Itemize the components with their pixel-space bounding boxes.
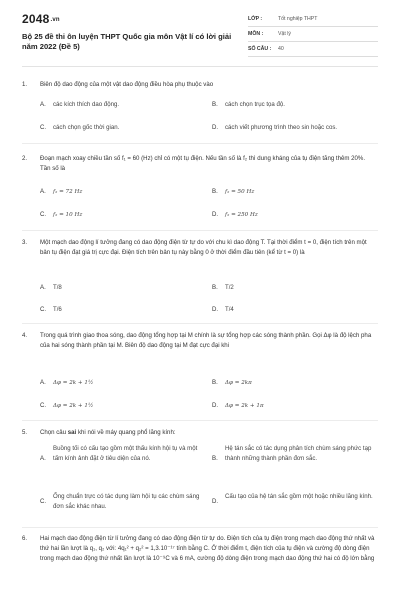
exam-header	[22, 12, 378, 58]
question-1	[22, 80, 378, 140]
option-label: B.	[212, 101, 218, 108]
question-divider	[22, 230, 378, 231]
option-b[interactable]	[212, 283, 234, 293]
option-c[interactable]	[40, 401, 93, 411]
option-text: Δφ = 2k + 1½	[53, 403, 94, 409]
option-label: D.	[212, 124, 219, 131]
option-c[interactable]	[40, 123, 119, 133]
option-label: A.	[40, 101, 46, 108]
option-a[interactable]	[40, 378, 93, 388]
question-text	[40, 428, 376, 438]
option-text: các kích thích dao động.	[53, 101, 120, 108]
option-label: D.	[212, 402, 219, 409]
option-text: cách chọn gốc thời gian.	[53, 124, 120, 131]
question-3	[22, 238, 378, 320]
option-a[interactable]	[40, 100, 119, 110]
question-number: 6.	[22, 535, 28, 542]
question-divider	[22, 420, 378, 421]
question-number: 1.	[22, 81, 28, 88]
meta-key: SỐ CÂU :	[248, 46, 272, 52]
question-text: Hai mạch dao động điện từ lí tưởng đang có dao động điện từ tự do. Điện tích của tụ điện trong mạch dao động thứ nhất và thứ hai lần lượt là q₁, q₂ với: 4q₁² + q₂² = 1,3.10⁻¹⁷ tính bằng C. Ở thời điểm t, điện tích của tụ điện và cường độ dòng điện trong mạch dao động thứ nhất lần lượt là 10⁻⁹C và 6 mA, cường độ dòng điện trong mạch dao động thứ hai có độ lớn bằng	[40, 535, 375, 563]
question-2	[22, 154, 378, 229]
option-label: A.	[40, 379, 46, 386]
option-text: T/8	[53, 284, 62, 291]
option-label: C.	[40, 124, 47, 131]
meta-value: Vật lý	[278, 31, 291, 37]
option-c[interactable]	[40, 210, 82, 220]
option-label: D.	[212, 306, 219, 313]
option-label: A.	[40, 455, 46, 462]
option-text: Cấu tạo của hệ tán sắc gồm một hoặc nhiều lăng kính.	[225, 493, 373, 500]
option-text: Buồng tối có cấu tạo gồm một thấu kính hội tụ và một tấm kính ảnh đặt ở tiêu diện của nó.	[53, 445, 198, 463]
logo-text: 2048	[22, 12, 50, 26]
question-text: Trong quá trình giao thoa sóng, dao động tổng hợp tại M chính là sự tổng hợp các sóng thành phần. Gọi Δφ là độ lệch pha của hai sóng thành phần tại M. Biên độ dao động tại M đạt cực đại khi	[40, 332, 372, 350]
question-divider	[22, 323, 378, 324]
logo-suffix: .vn	[50, 16, 60, 23]
question-5	[22, 428, 378, 520]
option-label: B.	[212, 455, 218, 462]
option-label: A.	[40, 284, 46, 291]
option-text: T/2	[225, 284, 234, 291]
question-number: 4.	[22, 332, 28, 339]
question-text-prefix: Chọn câu	[40, 429, 68, 436]
question-number: 2.	[22, 155, 28, 162]
option-label: A.	[40, 188, 46, 195]
option-label: B.	[212, 284, 218, 291]
meta-key: MÔN :	[248, 31, 264, 37]
option-a[interactable]	[40, 444, 208, 464]
question-number: 3.	[22, 239, 28, 246]
option-b[interactable]	[212, 187, 254, 197]
option-a[interactable]	[40, 187, 82, 197]
option-text: f₂ = 72 Hz	[53, 189, 83, 195]
option-text: Δφ = 2k + 1π	[225, 403, 264, 409]
option-text: Hệ tán sắc có tác dụng phân tích chùm sáng phức tạp thành những thành phần đơn sắc.	[225, 445, 372, 463]
option-d[interactable]	[212, 305, 234, 315]
question-divider	[22, 143, 378, 144]
site-logo[interactable]	[22, 12, 60, 26]
option-c[interactable]	[40, 492, 208, 512]
question-6	[22, 534, 378, 600]
option-text: Δφ = 2kπ	[225, 380, 252, 386]
option-d[interactable]	[212, 123, 337, 133]
question-number: 5.	[22, 429, 28, 436]
option-c[interactable]	[40, 305, 62, 315]
option-text: f₂ = 250 Hz	[225, 212, 258, 218]
option-text: T/6	[53, 306, 62, 313]
question-text-emphasis: sai	[67, 429, 77, 436]
option-label: C.	[40, 211, 47, 218]
meta-row-class	[248, 12, 378, 27]
question-divider	[22, 527, 378, 528]
question-4	[22, 331, 378, 417]
option-text: Δφ = 2k + 1½	[53, 380, 94, 386]
option-label: C.	[40, 498, 47, 505]
meta-value: Tốt nghiệp THPT	[278, 16, 318, 22]
question-text-suffix: khi nói về máy quang phổ lăng kính:	[76, 429, 176, 436]
option-label: D.	[212, 498, 219, 505]
header-divider	[22, 66, 378, 67]
option-text: f₂ = 50 Hz	[225, 189, 255, 195]
option-b[interactable]	[212, 100, 285, 110]
option-d[interactable]	[212, 401, 264, 411]
meta-row-subject	[248, 27, 378, 42]
question-text: Một mạch dao động lí tưởng đang có dao động điện từ tự do với chu kì dao động T. Tại thời điểm t = 0, điện tích trên một bản tụ điện đạt giá trị cực đại. Điện tích trên bản tụ này bằng 0 ở thời điểm đầu tiên (kể từ t = 0) là	[40, 239, 367, 257]
exam-title: Bộ 25 đề thi ôn luyện THPT Quốc gia môn Vật lí có lời giải năm 2022 (Đề 5)	[22, 32, 232, 51]
option-b[interactable]	[212, 444, 378, 464]
option-d[interactable]	[212, 210, 258, 220]
option-label: C.	[40, 306, 47, 313]
option-text: T/4	[225, 306, 234, 313]
option-text: Ống chuẩn trực có tác dụng làm hội tụ các chùm sáng đơn sắc khác nhau.	[53, 493, 200, 511]
option-label: D.	[212, 211, 219, 218]
option-label: B.	[212, 379, 218, 386]
option-a[interactable]	[40, 283, 62, 293]
question-text: Biên độ dao động của một vật dao động điều hòa phụ thuộc vào	[40, 81, 214, 88]
option-label: B.	[212, 188, 218, 195]
option-text: f₂ = 10 Hz	[53, 212, 83, 218]
meta-row-count	[248, 42, 378, 57]
option-d[interactable]	[212, 492, 378, 507]
exam-meta-table	[248, 12, 378, 57]
option-text: cách chọn trục tọa độ.	[225, 101, 285, 108]
option-b[interactable]	[212, 378, 252, 388]
meta-value: 40	[278, 46, 284, 52]
question-text: Đoạn mạch xoay chiều tần số f₁ = 60 (Hz) chỉ có một tụ điện. Nếu tần số là f₂ thì dung kháng của tụ điện tăng thêm 20%. Tần số là	[40, 155, 366, 173]
option-text: cách viết phương trình theo sin hoặc cos.	[225, 124, 338, 131]
meta-key: LỚP :	[248, 16, 263, 22]
option-label: C.	[40, 402, 47, 409]
